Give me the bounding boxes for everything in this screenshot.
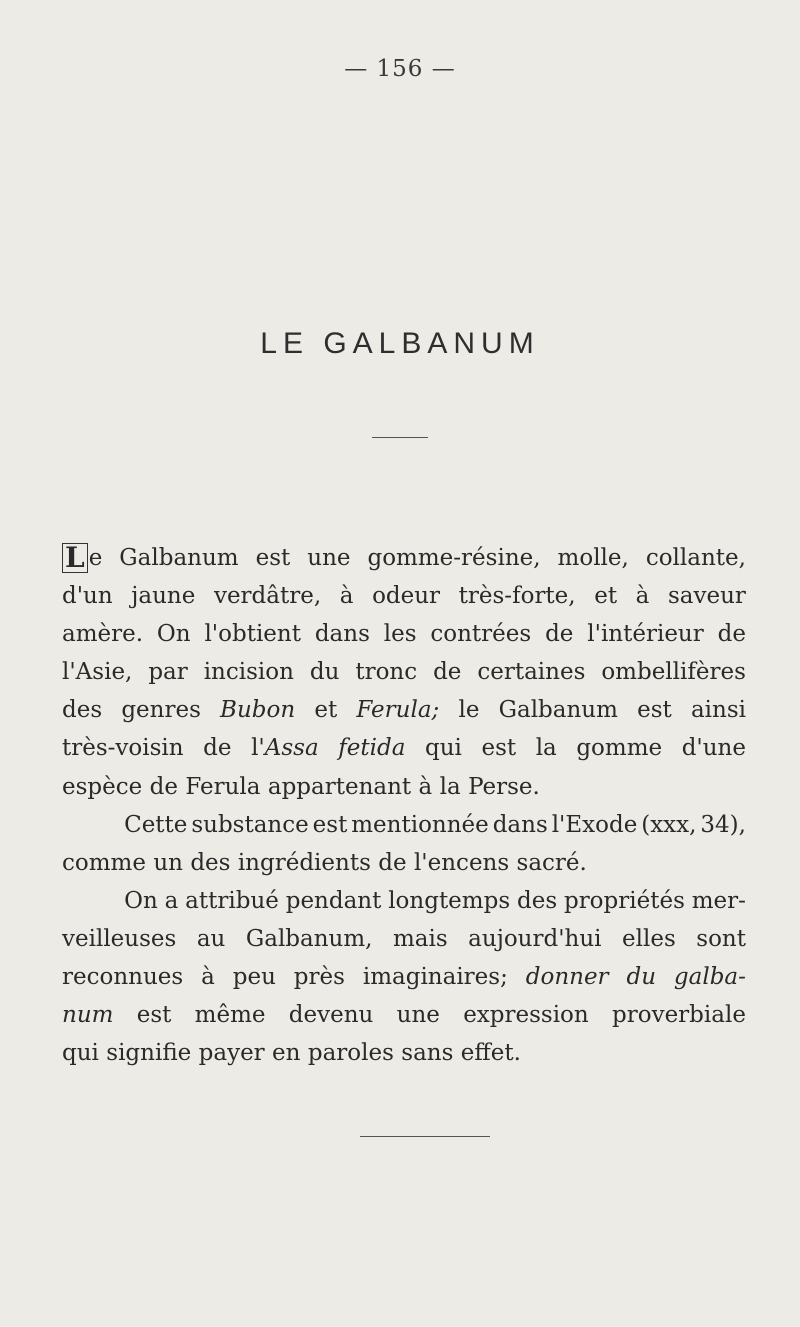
word: peu — [232, 964, 276, 991]
text-line — [62, 844, 746, 882]
word: d'un — [62, 583, 113, 610]
word: est — [255, 545, 291, 571]
word: même — [194, 1002, 266, 1029]
word: très-voisin — [62, 735, 184, 762]
word: est — [637, 697, 672, 724]
word: fetida — [338, 735, 406, 762]
word: attribué — [185, 887, 279, 914]
text-line — [62, 539, 746, 577]
word: paroles — [307, 1040, 394, 1067]
word: Ferula; — [356, 697, 440, 724]
word: l'encens — [413, 849, 510, 876]
word: pendant — [285, 887, 382, 914]
word: signifie — [106, 1040, 192, 1067]
word: est — [312, 811, 348, 838]
word: reconnues — [62, 964, 184, 991]
text-line — [62, 882, 746, 920]
word: et — [314, 697, 338, 724]
word: à — [635, 583, 650, 610]
word: longtemps — [388, 887, 511, 914]
word: des — [516, 887, 558, 914]
word: tronc — [355, 659, 418, 686]
word: l'Assa — [251, 735, 319, 762]
word: de — [545, 621, 574, 648]
word: à — [418, 773, 433, 800]
word: un — [153, 849, 183, 876]
paragraph — [62, 882, 746, 1072]
word: est — [136, 1002, 172, 1029]
title-rule — [372, 437, 428, 438]
word: veilleuses — [62, 925, 177, 952]
word: proverbiale — [612, 1002, 746, 1029]
word: Ferula — [185, 773, 261, 800]
body-text — [62, 539, 746, 1072]
text-line — [62, 1034, 746, 1072]
word: sans — [401, 1040, 454, 1067]
word: sont — [696, 925, 746, 952]
text-line — [62, 691, 746, 729]
word: effet. — [460, 1040, 521, 1067]
word: l'obtient — [204, 621, 301, 648]
word: elles — [622, 925, 676, 952]
word: Galbanum, — [245, 925, 373, 952]
word: jaune — [131, 583, 196, 610]
word: à — [201, 964, 215, 991]
word: et — [594, 583, 618, 610]
word: mentionnée — [351, 811, 489, 838]
word: sacré. — [516, 849, 587, 876]
word: de — [433, 659, 462, 686]
word: une — [396, 1002, 440, 1029]
word: Galbanum — [119, 545, 239, 571]
text-line — [62, 920, 746, 958]
word: ingrédients — [237, 849, 371, 876]
page-number: — 156 — — [344, 56, 456, 82]
text-line — [62, 615, 746, 653]
paragraph — [62, 539, 746, 806]
word: num — [62, 1002, 114, 1029]
word: On — [124, 887, 158, 914]
word: l'Asie, — [62, 659, 133, 686]
paragraph — [62, 806, 746, 882]
word: payer — [198, 1040, 265, 1067]
word: incision — [203, 659, 294, 686]
word: gomme-résine, — [367, 545, 541, 571]
word: saveur — [667, 583, 746, 610]
word: dans — [314, 621, 370, 648]
word: collante, — [645, 545, 746, 571]
word: Cette — [124, 811, 188, 838]
word: Bubon — [220, 697, 296, 724]
word: est — [481, 735, 517, 762]
word: propriétés — [563, 887, 685, 914]
word: galba- — [673, 964, 746, 991]
word: certaines — [477, 659, 586, 686]
word: ainsi — [690, 697, 746, 724]
word: par — [148, 659, 188, 686]
word: verdâtre, — [213, 583, 322, 610]
text-line — [62, 768, 746, 806]
text-line — [62, 806, 746, 844]
chapter-title: LE GALBANUM — [260, 327, 540, 360]
word: des — [190, 849, 231, 876]
word: la — [535, 735, 557, 762]
word: genres — [121, 697, 201, 724]
word: gomme — [576, 735, 663, 762]
word: aujourd'hui — [468, 925, 602, 952]
word: en — [272, 1040, 301, 1067]
word: amère. — [62, 621, 144, 648]
word: L e — [62, 539, 102, 577]
word: Galbanum — [498, 697, 618, 724]
word: dans — [492, 811, 548, 838]
word: On — [156, 621, 191, 648]
word: devenu — [288, 1002, 374, 1029]
word: très-forte, — [458, 583, 576, 610]
word: contrées — [430, 621, 532, 648]
word: 34), — [700, 811, 746, 838]
word: expression — [463, 1002, 589, 1029]
word: (xxx, — [641, 811, 697, 838]
word: d'une — [681, 735, 746, 762]
word: du — [309, 659, 340, 686]
text-line — [62, 577, 746, 615]
text-line — [62, 729, 746, 767]
word: ombellifères — [601, 659, 746, 686]
word: l'Exode — [551, 811, 638, 838]
word: mais — [392, 925, 448, 952]
word: mer- — [691, 887, 746, 914]
word: au — [196, 925, 226, 952]
word: une — [307, 545, 351, 571]
word: des — [62, 697, 103, 724]
word: substance — [191, 811, 309, 838]
text-line — [62, 996, 746, 1034]
word: de — [203, 735, 232, 762]
word: odeur — [372, 583, 441, 610]
word: espèce — [62, 773, 143, 800]
word: qui — [424, 735, 462, 762]
word: a — [164, 887, 179, 914]
word: donner — [525, 964, 609, 991]
word: le — [458, 697, 480, 724]
word: à — [339, 583, 354, 610]
word: Perse. — [468, 773, 540, 800]
word: l'intérieur — [587, 621, 704, 648]
end-rule — [360, 1136, 490, 1137]
word: comme — [62, 849, 146, 876]
word: du — [626, 964, 657, 991]
word: imaginaires; — [362, 964, 508, 991]
word: appartenant — [267, 773, 412, 800]
word: de — [717, 621, 746, 648]
word: qui — [62, 1040, 99, 1067]
word: de — [378, 849, 407, 876]
text-line — [62, 958, 746, 996]
text-line — [62, 653, 746, 691]
word: de — [149, 773, 178, 800]
word: la — [439, 773, 461, 800]
word: près — [293, 964, 345, 991]
word: molle, — [557, 545, 629, 571]
drop-cap-initial: L — [62, 543, 88, 573]
word: les — [383, 621, 417, 648]
